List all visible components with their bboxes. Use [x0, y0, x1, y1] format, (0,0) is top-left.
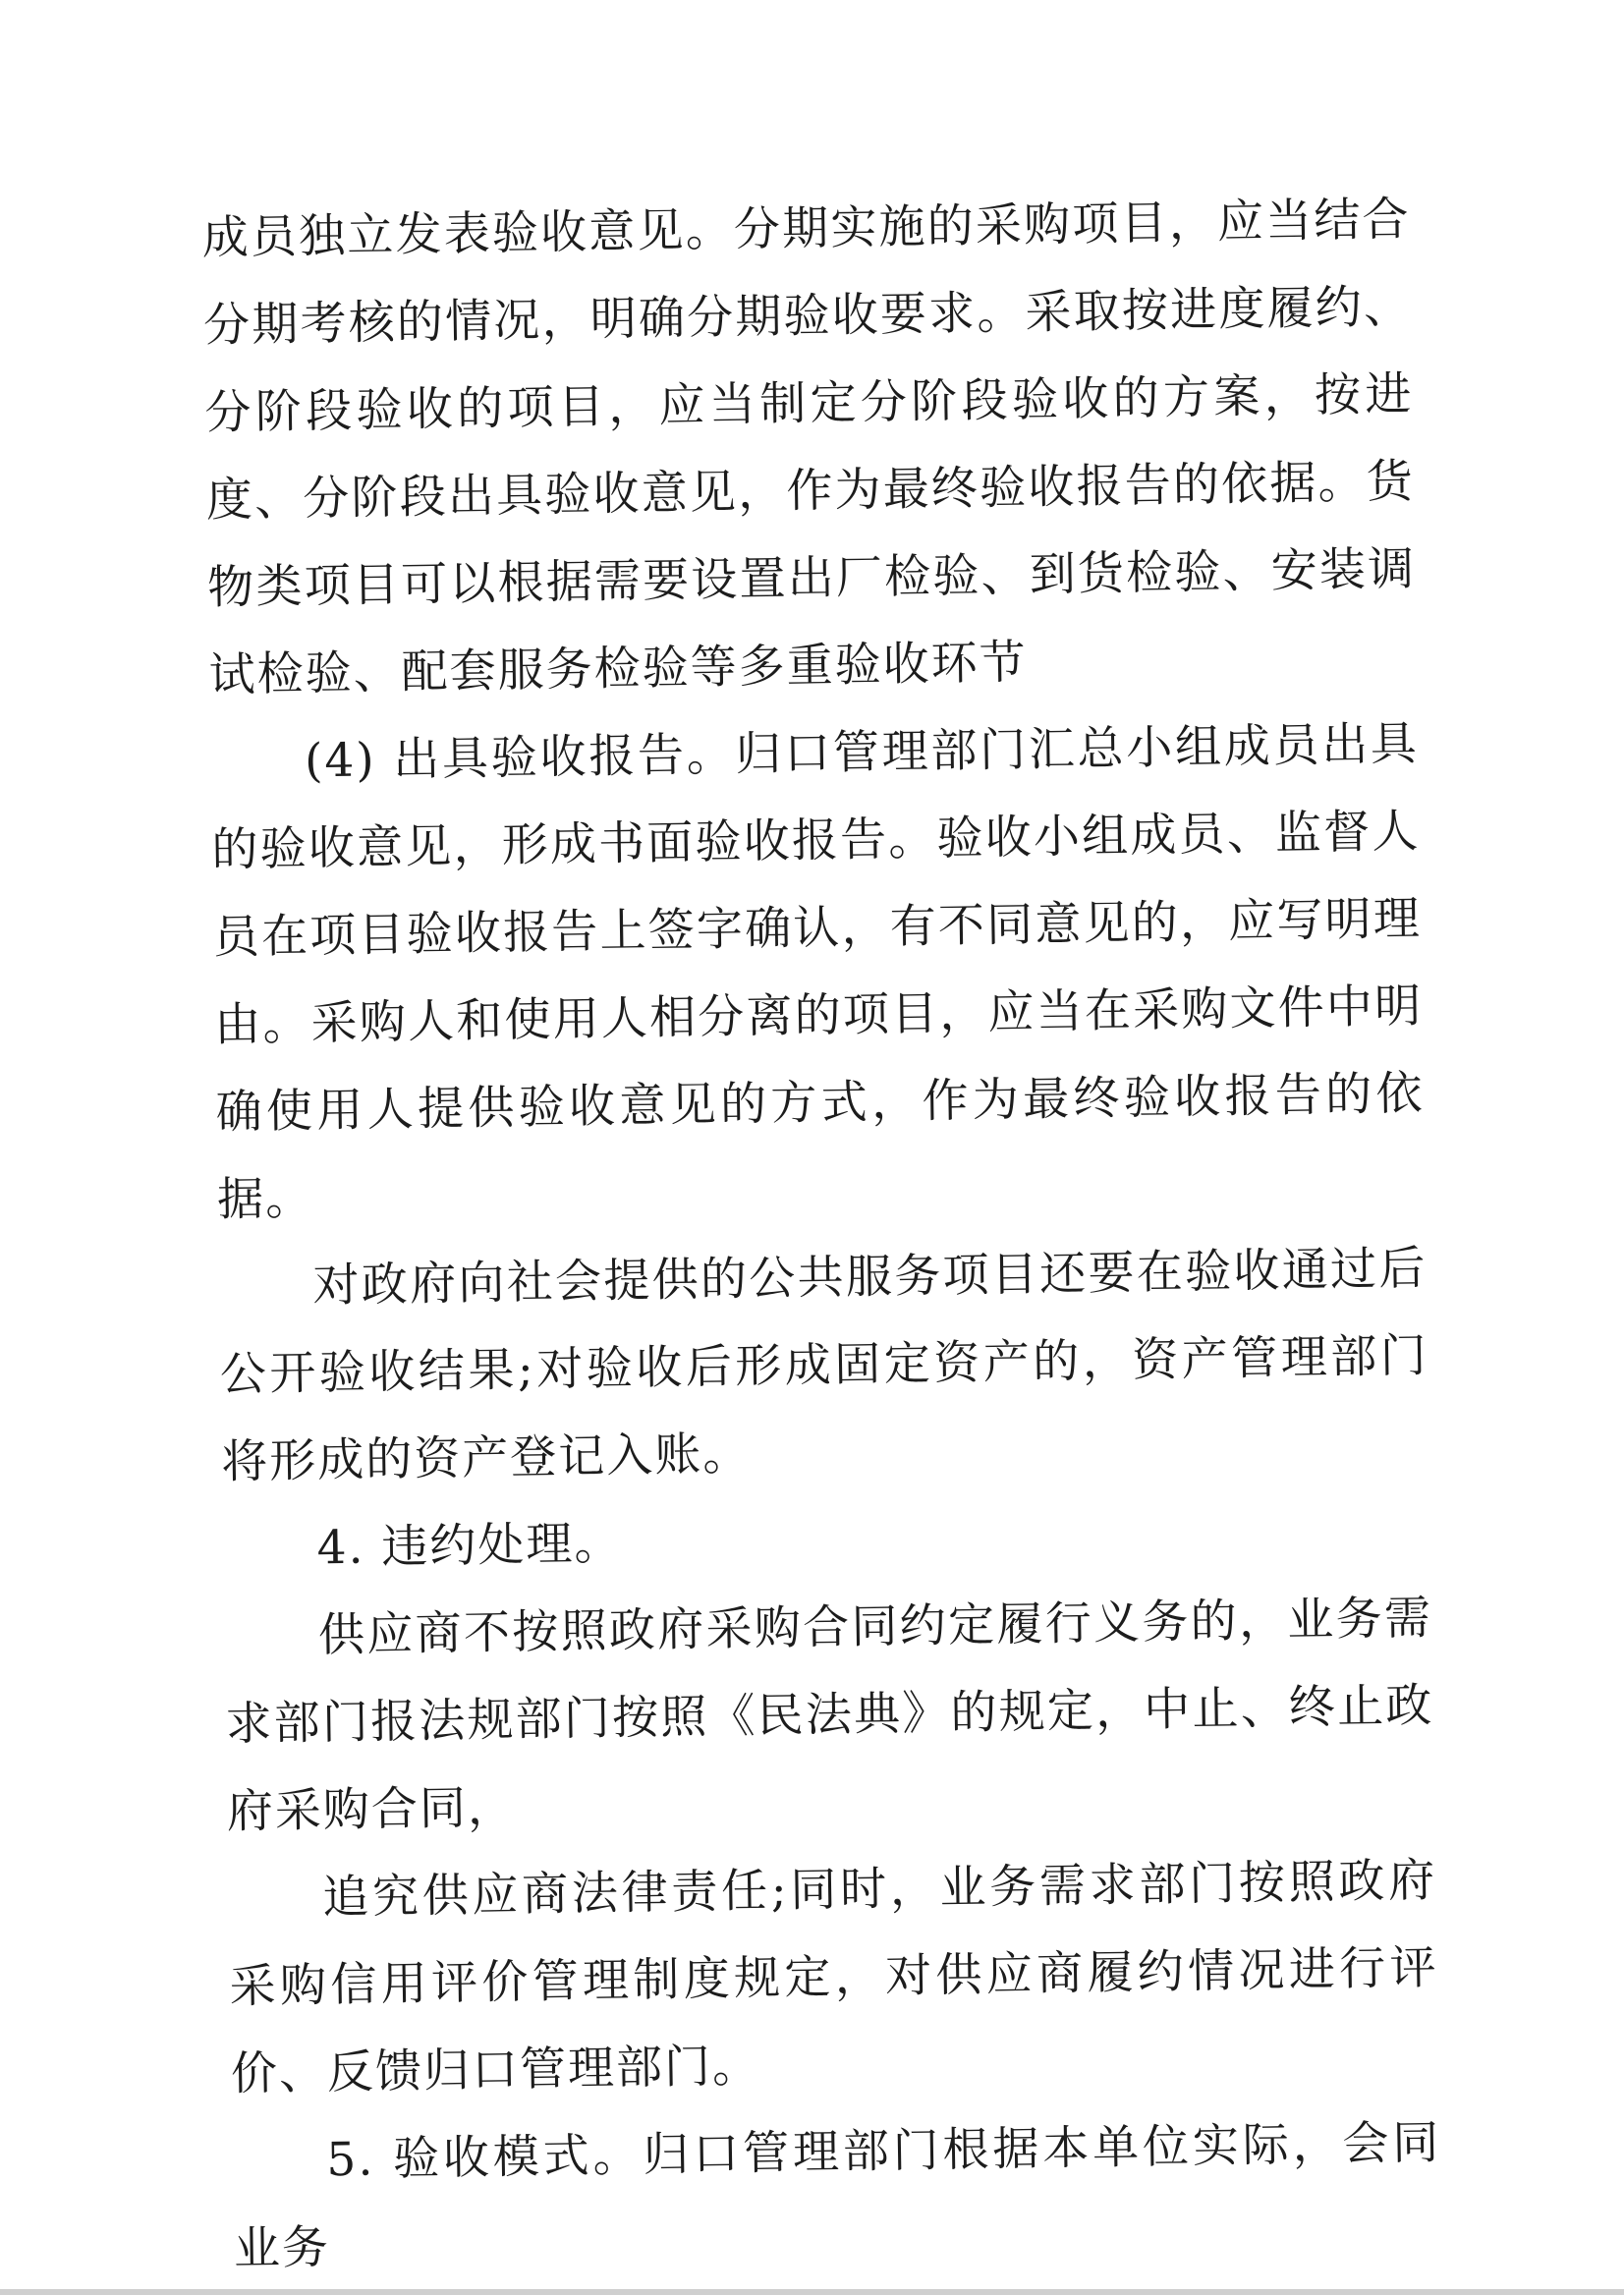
paragraph-public-services: 对政府向社会提供的公共服务项目还要在验收通过后公开验收结果;对验收后形成固定资产的，资产管理部门将形成的资产登记入账。: [219, 1241, 1429, 1489]
paragraph-breach-contract: 供应商不按照政府采购合同约定履行义务的，业务需求部门报法规部门按照《民法典》的规定，中止、终止政府采购合同，: [225, 1591, 1434, 1839]
paragraph-supplier-liability: 追究供应商法律责任;同时，业务需求部门按照政府采购信用评价管理制度规定，对供应商履约情况进行评价、反馈归口管理部门。: [229, 1853, 1438, 2101]
paragraph-acceptance-mode: 5. 验收模式。归口管理部门根据本单位实际，会同业务: [233, 2115, 1441, 2276]
body-text: [201, 176, 1442, 2293]
paragraph-acceptance-report: (4) 出具验收报告。归口管理部门汇总小组成员出具的验收意见，形成书面验收报告。验收小组成员、监督人员在项目验收报告上签字确认，有不同意见的，应写明理由。采购人和使用人相分离的项目，应当在采购文件中明确使用人提供验收意见的方式，作为最终验收报告的依据。: [211, 716, 1425, 1227]
heading-breach-handling: 4. 违约处理。: [316, 1516, 623, 1576]
scan-edge: [0, 2289, 1624, 2295]
paragraph-acceptance-opinions: 成员独立发表验收意见。分期实施的采购项目，应当结合分期考核的情况，明确分期验收要求。采取按进度履约、分阶段验收的项目，应当制定分阶段验收的方案，按进度、分阶段出具验收意见，作为最终验收报告的依据。货物类项目可以根据需要设置出厂检验、到货检验、安装调试检验、配套服务检验等多重验收环节: [201, 192, 1417, 702]
